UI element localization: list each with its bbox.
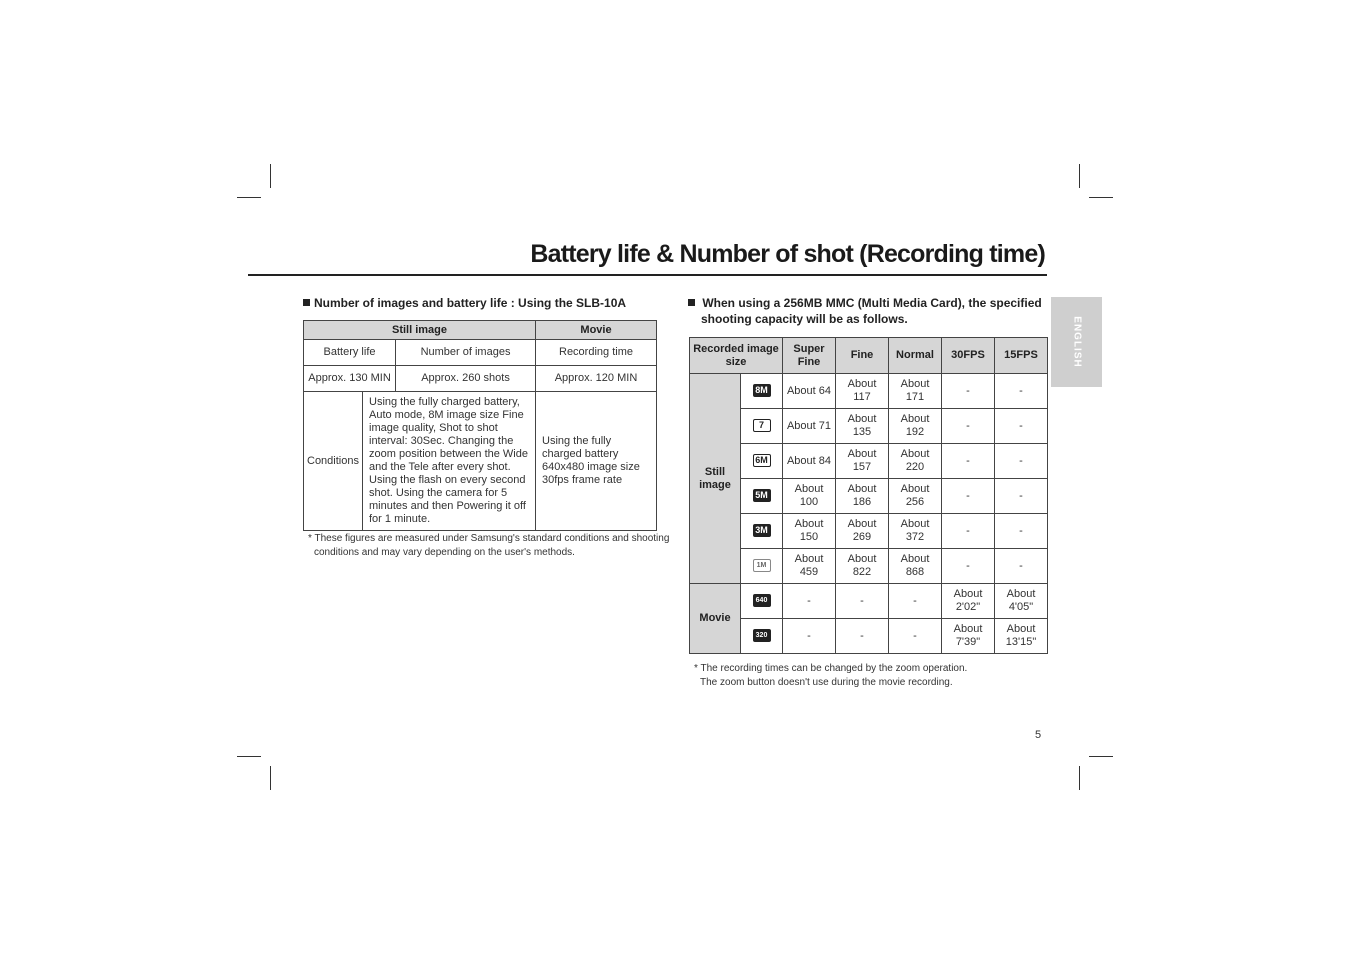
table-cell: - <box>783 584 836 619</box>
size-icon-cell <box>741 584 783 619</box>
3m-size-icon: 3M <box>753 524 771 537</box>
table-cell: About 269 <box>836 514 889 549</box>
table-cell: - <box>995 479 1048 514</box>
right-heading-line1: When using a 256MB MMC (Multi Media Card), the specified <box>702 296 1042 310</box>
table-row <box>690 444 1048 479</box>
col-15fps: 15FPS <box>995 338 1048 374</box>
table-cell: About 220 <box>889 444 942 479</box>
640-size-icon: 640 <box>753 594 771 607</box>
value-recording-time: Approx. 120 MIN <box>536 366 657 392</box>
size-icon-cell <box>741 479 783 514</box>
table-cell: - <box>942 409 995 444</box>
table-cell: About 171 <box>889 374 942 409</box>
table-cell: About 150 <box>783 514 836 549</box>
table-cell: About 7'39" <box>942 619 995 654</box>
table-cell: About 64 <box>783 374 836 409</box>
col-super-fine: Super Fine <box>783 338 836 374</box>
table-cell: - <box>889 584 942 619</box>
8m-size-icon: 8M <box>753 384 771 397</box>
table-cell: - <box>942 514 995 549</box>
right-footnote-line2: The zoom button doesn't use during the movie recording. <box>700 677 953 688</box>
table-cell: About 186 <box>836 479 889 514</box>
table-cell: - <box>942 549 995 584</box>
1m-size-icon: 1M <box>753 559 771 572</box>
table-row <box>690 514 1048 549</box>
row-group-movie: Movie <box>690 584 741 654</box>
crop-mark <box>270 766 271 790</box>
crop-mark <box>1079 766 1080 790</box>
left-footnote-line2: conditions and may vary depending on the user's methods. <box>314 547 575 558</box>
table-cell: - <box>783 619 836 654</box>
table-cell: - <box>836 584 889 619</box>
table-cell: About 372 <box>889 514 942 549</box>
table-row <box>690 549 1048 584</box>
page-title: Battery life & Number of shot (Recording time) <box>530 240 1045 268</box>
header-movie: Movie <box>536 321 657 340</box>
table-row <box>690 619 1048 654</box>
table-cell: About 2'02" <box>942 584 995 619</box>
left-footnote <box>308 532 669 560</box>
subhead-number-of-images: Number of images <box>396 340 536 366</box>
table-cell: - <box>836 619 889 654</box>
size-icon-cell <box>741 514 783 549</box>
table-cell: - <box>995 374 1048 409</box>
right-heading-line2: shooting capacity will be as follows. <box>701 312 908 326</box>
table-cell: About 822 <box>836 549 889 584</box>
table-cell: About 157 <box>836 444 889 479</box>
table-row <box>690 374 1048 409</box>
value-battery-life: Approx. 130 MIN <box>304 366 396 392</box>
col-30fps: 30FPS <box>942 338 995 374</box>
square-bullet-icon <box>688 299 695 306</box>
size-icon-cell <box>741 444 783 479</box>
table-cell: About 71 <box>783 409 836 444</box>
crop-mark <box>270 164 271 188</box>
subhead-battery-life: Battery life <box>304 340 396 366</box>
7m-size-icon: 7 <box>753 419 771 432</box>
size-icon-cell <box>741 619 783 654</box>
table-row <box>690 584 1048 619</box>
language-tab-label: ENGLISH <box>1071 316 1082 368</box>
table-row <box>690 409 1048 444</box>
crop-mark <box>237 756 261 757</box>
battery-life-table <box>303 320 657 531</box>
table-cell: About 256 <box>889 479 942 514</box>
right-footnote <box>694 662 967 690</box>
table-cell: About 4'05" <box>995 584 1048 619</box>
6m-size-icon: 6M <box>753 454 771 467</box>
crop-mark <box>1089 756 1113 757</box>
table-cell: - <box>942 479 995 514</box>
table-cell: - <box>889 619 942 654</box>
table-cell: About 192 <box>889 409 942 444</box>
table-cell: - <box>995 549 1048 584</box>
table-cell: - <box>942 444 995 479</box>
left-footnote-line1: * These figures are measured under Samsung's standard conditions and shooting <box>308 533 670 544</box>
table-cell: About 459 <box>783 549 836 584</box>
col-fine: Fine <box>836 338 889 374</box>
conditions-still: Using the fully charged battery, Auto mode, 8M image size Fine image quality, Shot to shot interval: 30Sec. Changing the zoom position between the Wide and the Tele after every shot. Using the flash on every second shot. Using the camera for 5 minutes and then Powering it off for 1 minute. <box>363 392 536 531</box>
table-cell: About 868 <box>889 549 942 584</box>
size-icon-cell <box>741 409 783 444</box>
value-number-of-images: Approx. 260 shots <box>396 366 536 392</box>
table-cell: About 84 <box>783 444 836 479</box>
crop-mark <box>237 197 261 198</box>
table-cell: About 100 <box>783 479 836 514</box>
col-normal: Normal <box>889 338 942 374</box>
col-recorded-image-size: Recorded image size <box>690 338 783 374</box>
header-still-image: Still image <box>304 321 536 340</box>
table-cell: - <box>995 409 1048 444</box>
table-cell: - <box>942 374 995 409</box>
table-cell: About 117 <box>836 374 889 409</box>
subhead-recording-time: Recording time <box>536 340 657 366</box>
table-row <box>690 479 1048 514</box>
size-icon-cell <box>741 374 783 409</box>
page-number: 5 <box>1035 729 1042 741</box>
right-footnote-line1: * The recording times can be changed by the zoom operation. <box>694 663 968 674</box>
conditions-movie: Using the fully charged battery 640x480 image size 30fps frame rate <box>536 392 657 531</box>
row-group-still-image: Still image <box>690 374 741 584</box>
crop-mark <box>1089 197 1113 198</box>
left-heading <box>303 295 626 311</box>
right-heading <box>688 295 1042 327</box>
table-cell: - <box>995 514 1048 549</box>
size-icon-cell <box>741 549 783 584</box>
table-cell: About 135 <box>836 409 889 444</box>
320-size-icon: 320 <box>753 629 771 642</box>
5m-size-icon: 5M <box>753 489 771 502</box>
language-tab <box>1051 297 1102 387</box>
square-bullet-icon <box>303 299 310 306</box>
crop-mark <box>1079 164 1080 188</box>
table-cell: About 13'15" <box>995 619 1048 654</box>
table-cell: - <box>995 444 1048 479</box>
capacity-table <box>689 337 1048 654</box>
left-heading-text: Number of images and battery life : Using the SLB-10A <box>314 296 627 310</box>
conditions-label: Conditions <box>304 392 363 531</box>
title-rule <box>248 274 1047 276</box>
